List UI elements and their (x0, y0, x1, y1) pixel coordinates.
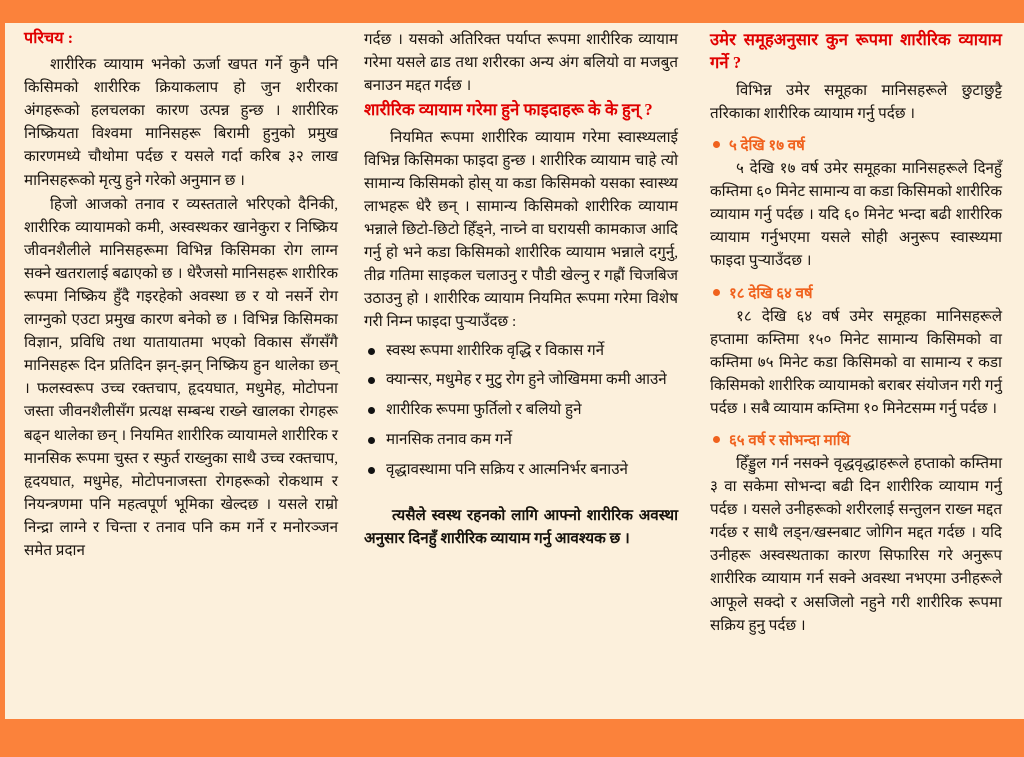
left-accent-bar (0, 23, 5, 719)
closing-note: त्यसैले स्वस्थ रहनको लागि आफ्नो शारीरिक अवस्था अनुसार दिनहुँ शारीरिक व्यायाम गर्नु आवश्यक छ । (364, 506, 678, 547)
continuation-paragraph: गर्दछ । यसको अतिरिक्त पर्याप्त रूपमा शारीरिक व्यायाम गरेमा यसले ढाड तथा शरीरका अन्य अंग बलियो वा मजबुत बनाउन मद्दत गर्दछ । (364, 31, 678, 95)
list-item (368, 399, 678, 422)
intro-paragraph-2: हिजो आजको तनाव र व्यस्तताले भरिएको दैनिकी, शारीरिक व्यायामको कमी, अस्वस्थकर खानेकुरा र निष्क्रिय जीवनशैलीले मानिसहरूमा विभिन्न किसिमका रोग लाग्न सक्ने खतरालाई बढाएको छ । धेरैजसो मानिसहरू शारीरिक रूपमा निष्क्रिय हुँदै गइरहेको अवस्था छ र यो नसर्ने रोग लाग्नुको एउटा प्रमुख कारण बनेको छ । विभिन्न किसिमका विज्ञान, प्रविधि तथा यातायातमा भएको विकास सँगसँगै मानिसहरू दिन प्रतिदिन झन्-झन् निष्क्रिय हुन थालेका छन् । फलस्वरूप उच्च रक्तचाप, हृदयघात, मधुमेह, मोटोपना जस्ता जीवनशैलीसँग प्रत्यक्ष सम्बन्ध राख्ने खालका रोगहरू बढ्न थालेका छन् । नियमित शारीरिक व्यायामले शारीरिक र मानसिक रूपमा चुस्त र स्फुर्त राख्नुका साथै उच्च रक्तचाप, हृदयघात, मधुमेह, मोटोपनाजस्ता रोगहरूको रोकथाम र नियन्त्रणमा पनि महत्वपूर्ण भूमिका खेल्दछ । यसले राम्रो निन्द्रा लाग्ने र चिन्ता र तनाव पनि कम गर्ने र मनोरञ्जन समेत प्रदान (24, 195, 338, 560)
column-three (692, 28, 1010, 714)
bullet-dot-icon (713, 141, 720, 148)
age-group-text-5-17: ५ देखि १७ वर्ष उमेर समूहका मानिसहरूले दिनहुँ कम्तिमा ६० मिनेट सामान्य वा कडा किसिमको शारीरिक व्यायाम गर्नु पर्दछ । यदि ६० मिनेट भन्दा बढी शारीरिक व्यायाम गर्नुभएमा यसले सोही अनुरूप स्वास्थ्यमा फाइदा पुऱ्याउँदछ । (710, 160, 1002, 270)
age-group-text-65-plus: हिँड्डुल गर्न नसक्ने वृद्धवृद्धाहरूले हप्ताको कम्तिमा ३ वा सकेमा सोभन्दा बढी दिन शारीरिक व्यायाम गर्नु पर्दछ । यसले उनीहरूको शरीरलाई सन्तुलन राख्न मद्दत गर्दछ र साथै लड्न/खस्नबाट जोगिन मद्दत गर्दछ । यदि उनीहरू अस्वस्थताका कारण सिफारिस गरे अनुरूप शारीरिक व्यायाम गर्न सक्ने अवस्था नभएमा उनीहरूले आफूले सक्दो र असजिलो नहुने गरी शारीरिक रूपमा सक्रिय हुनु पर्दछ । (710, 454, 1002, 634)
benefits-list (364, 340, 678, 482)
list-item (368, 429, 678, 452)
bullet-dot-icon (368, 377, 375, 384)
age-group-title-65-plus (710, 430, 1002, 450)
top-accent-bar (0, 0, 1024, 23)
benefit-text: क्यान्सर, मधुमेह र मुटु रोग हुने जोखिममा कमी आउने (386, 371, 667, 389)
bullet-dot-icon (713, 436, 720, 443)
benefits-heading: शारीरिक व्यायाम गरेमा हुने फाइदाहरू के के हुन् ? (364, 100, 653, 120)
list-item (368, 459, 678, 482)
benefits-paragraph: नियमित रूपमा शारीरिक व्यायाम गरेमा स्वास्थ्यलाई विभिन्न किसिमका फाइदा हुन्छ । शारीरिक व्यायाम चाहे त्यो सामान्य किसिमको होस् या कडा किसिमको यसका स्वास्थ्य लाभहरू धेरै छन् । सामान्य किसिमको शारीरिक व्यायाम भन्नाले छिटो-छिटो हिँड्ने, नाच्ने वा घरायसी कामकाज आदि गर्नु हो भने कडा किसिमको शारीरिक व्यायाम भन्नाले दगुर्नु, तीव्र गतिमा साइकल चलाउनु र पौडी खेल्नु र गह्रौं चिजबिज उठाउनु हो । शारीरिक व्यायाम नियमित रूपमा गरेमा विशेष गरी निम्न फाइदा पुऱ्याउँदछ : (364, 128, 678, 331)
age-group-label: १८ देखि ६४ वर्ष (729, 285, 813, 302)
benefit-text: मानसिक तनाव कम गर्ने (386, 430, 512, 448)
column-one (18, 28, 352, 714)
age-group-label: ५ देखि १७ वर्ष (729, 138, 805, 155)
bullet-dot-icon (368, 467, 375, 474)
age-group-title-18-64 (710, 283, 1002, 303)
intro-paragraph-1: शारीरिक व्यायाम भनेको ऊर्जा खपत गर्ने कुनै पनि किसिमको शारीरिक क्रियाकलाप हो जुन शरीरका अंगहरूको हलचलका कारण उत्पन्न हुन्छ । शारीरिक निष्क्रियता विश्वमा मानिसहरू बिरामी हुनुको प्रमुख कारणमध्ये चौथोमा पर्दछ र यसले गर्दा करिब ३२ लाख मानिसहरूको मृत्यु हुने गरेको अनुमान छ । (24, 56, 338, 189)
benefit-text: शारीरिक रूपमा फुर्तिलो र बलियो हुने (386, 401, 582, 419)
bottom-accent-bar (0, 719, 1024, 757)
bullet-dot-icon (368, 348, 375, 355)
list-item (368, 340, 678, 363)
age-group-text-18-64: १८ देखि ६४ वर्ष उमेर समूहका मानिसहरूले हप्तामा कम्तिमा १५० मिनेट सामान्य किसिमको वा कम्तिमा ७५ मिनेट कडा किसिमको वा सामान्य र कडा किसिमको शारीरिक व्यायामको बराबर संयोजन गरी गर्नु पर्दछ । सबै व्यायाम कम्तिमा १० मिनेटसम्म गर्नु पर्दछ । (710, 307, 1002, 417)
age-groups-heading: उमेर समूहअनुसार कुन रूपमा शारीरिक व्यायाम गर्ने ? (710, 30, 1002, 73)
benefit-text: स्वस्थ रूपमा शारीरिक वृद्धि र विकास गर्ने (386, 341, 605, 359)
age-group-label: ६५ वर्ष र सोभन्दा माथि (729, 432, 851, 449)
bullet-dot-icon (368, 437, 375, 444)
age-group-title-5-17 (710, 135, 1002, 155)
intro-heading: परिचय : (24, 30, 74, 47)
bullet-dot-icon (368, 407, 375, 414)
benefit-text: वृद्धावस्थामा पनि सक्रिय र आत्मनिर्भर बनाउने (386, 460, 628, 478)
content-columns (18, 28, 1010, 714)
list-item (368, 369, 678, 392)
column-two (352, 28, 692, 714)
age-groups-intro: विभिन्न उमेर समूहका मानिसहरूले छुटाछुट्टै तरिकाका शारीरिक व्यायाम गर्नु पर्दछ । (710, 81, 1002, 122)
bullet-dot-icon (713, 289, 720, 296)
